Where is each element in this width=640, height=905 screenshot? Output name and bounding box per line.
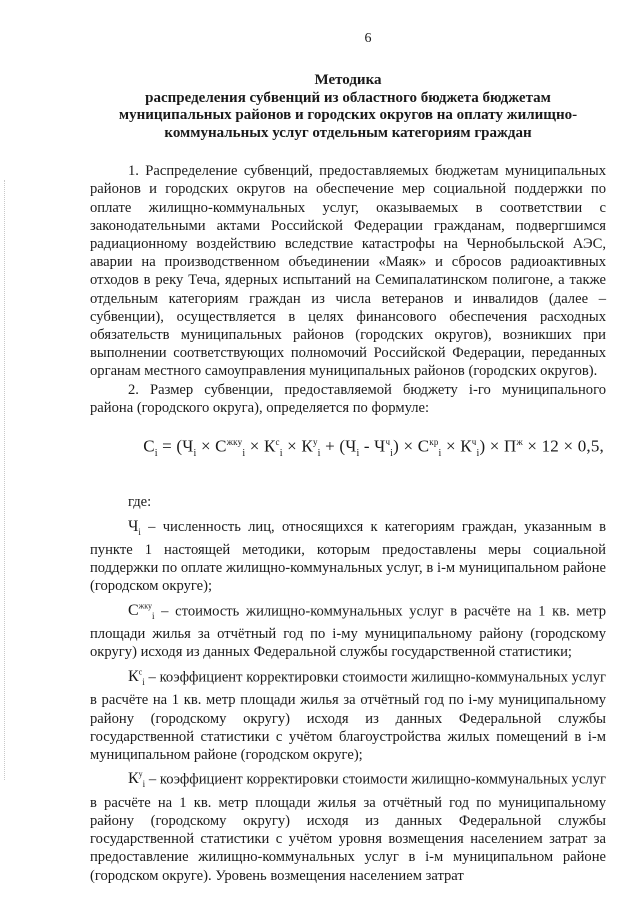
definition-2 (90, 598, 606, 662)
formula-part: × К (282, 436, 313, 456)
paragraph-2: 2. Размер субвенции, предоставляемой бюджету i-го муниципального района (городского округа), определяется по формуле: (90, 381, 606, 416)
definition-1 (90, 518, 606, 596)
definition-text: – численность лиц, относящихся к категориям граждан, указанным в пункте 1 настоящей методики, которым предоставлены меры социальной поддержки по оплате жилищно-коммунальных услуг, в i-м муниципальном районе (городском округе); (90, 518, 606, 595)
formula-sup: с (275, 437, 280, 448)
title-line-2: распределения субвенций из областного бюджета бюджетам (145, 89, 551, 106)
formula-sup: ч (471, 437, 477, 448)
formula-sub: i (193, 448, 197, 460)
subvention-formula (90, 433, 606, 463)
formula-part: + (Ч (320, 436, 357, 456)
formula-sup: жку (226, 437, 243, 448)
formula-sub: i (317, 448, 321, 460)
formula-part: ) × С (393, 436, 430, 456)
formula-sub: i (279, 448, 283, 460)
formula-sup: кр (429, 437, 439, 448)
definition-3 (90, 664, 606, 765)
definition-4 (90, 766, 606, 885)
formula-sub: i (438, 448, 442, 460)
title-line-3: муниципальных районов и городских округов на оплату жилищно- (118, 107, 578, 124)
formula-part: - Ч (359, 436, 386, 456)
paragraph-1: 1. Распределение субвенций, предоставляемых бюджетам муниципальных районов и городских округов на обеспечение мер социальной поддержки по оплате жилищно-коммунальных услуг, оказываемых в соответствии с законодательными актами Российской Федерации гражданам, подвергшимся радиационному воздействию вследствие катастрофы на Чернобыльской АЭС, аварии на производственном объединении «Маяк» и сбросов радиоактивных отходов в реку Теча, ядерных испытаний на Семипалатинском полигоне, а также отдельным категориям граждан из числа ветеранов и инвалидов (далее – субвенции), осуществляется в целях финансового обеспечения расходных обязательств муниципальных районов (городских округов), возникших при выполнении соответствующих полномочий Российской Федерации, переданных органам местного самоуправления муниципальных районов (городских округов). (90, 163, 606, 380)
formula-part: × К (441, 436, 472, 456)
title-line-1: Методика (314, 72, 382, 89)
symbol-ch: $Ч_i$ (128, 517, 141, 537)
formula-part: × К (245, 436, 276, 456)
formula-sub: i (390, 448, 394, 460)
formula-part: С (143, 436, 155, 456)
scan-margin-marks (4, 180, 9, 780)
definition-text: – коэффициент корректировки стоимости жилищно-коммунальных услуг в расчёте на 1 кв. метр площади жилья за отчётный год по муниципальному району (городскому округу) исходя из данных Федеральной службы государственной статистики с учётом уровня возмещения населением затрат за предоставление жилищно-коммунальных услуг в i-м муниципальном районе (городском округе). Уровень возмещения населением затрат (90, 771, 606, 884)
title-line-4: коммунальных услуг отдельным категориям граждан (164, 124, 532, 141)
symbol-k-u: $К^у_i$ (128, 770, 146, 790)
document-title (90, 72, 606, 142)
symbol-k-s: $К^с_i$ (128, 667, 145, 688)
formula-sub: i (242, 448, 246, 460)
definition-text: – стоимость жилищно-коммунальных услуг в расчёте на 1 кв. метр площади жилья за отчётный год по i-му муниципальному району (городскому округу) исходя из данных Федеральной службы государственной статистики; (90, 602, 606, 661)
formula-sup: у (312, 437, 318, 448)
formula-sup: ч (385, 437, 391, 448)
formula-sup: ж (516, 437, 523, 448)
where-label: где: (128, 494, 152, 511)
formula-sub: i (476, 448, 480, 460)
formula-sub: i (356, 448, 360, 460)
definition-text: – коэффициент корректировки стоимости жилищно-коммунальных услуг в расчёте на 1 кв. метр площади жилья за отчётный год по i-му муниципальному району (городскому округу) исходя из данных Федеральной службы государственной статистики с учётом благоустройства жилых помещений в i-м муниципальном районе (городском округе); (90, 668, 606, 763)
symbol-c-zhku: $С^{жку}_i$ (128, 601, 155, 622)
page-number: 6 (364, 31, 372, 46)
formula-part: × С (196, 436, 227, 456)
formula-part: × 12 × 0,5, (522, 436, 604, 456)
formula-sub: i (154, 448, 158, 460)
formula-part: = (Ч (157, 436, 194, 456)
formula-part: ) × П (479, 436, 517, 456)
